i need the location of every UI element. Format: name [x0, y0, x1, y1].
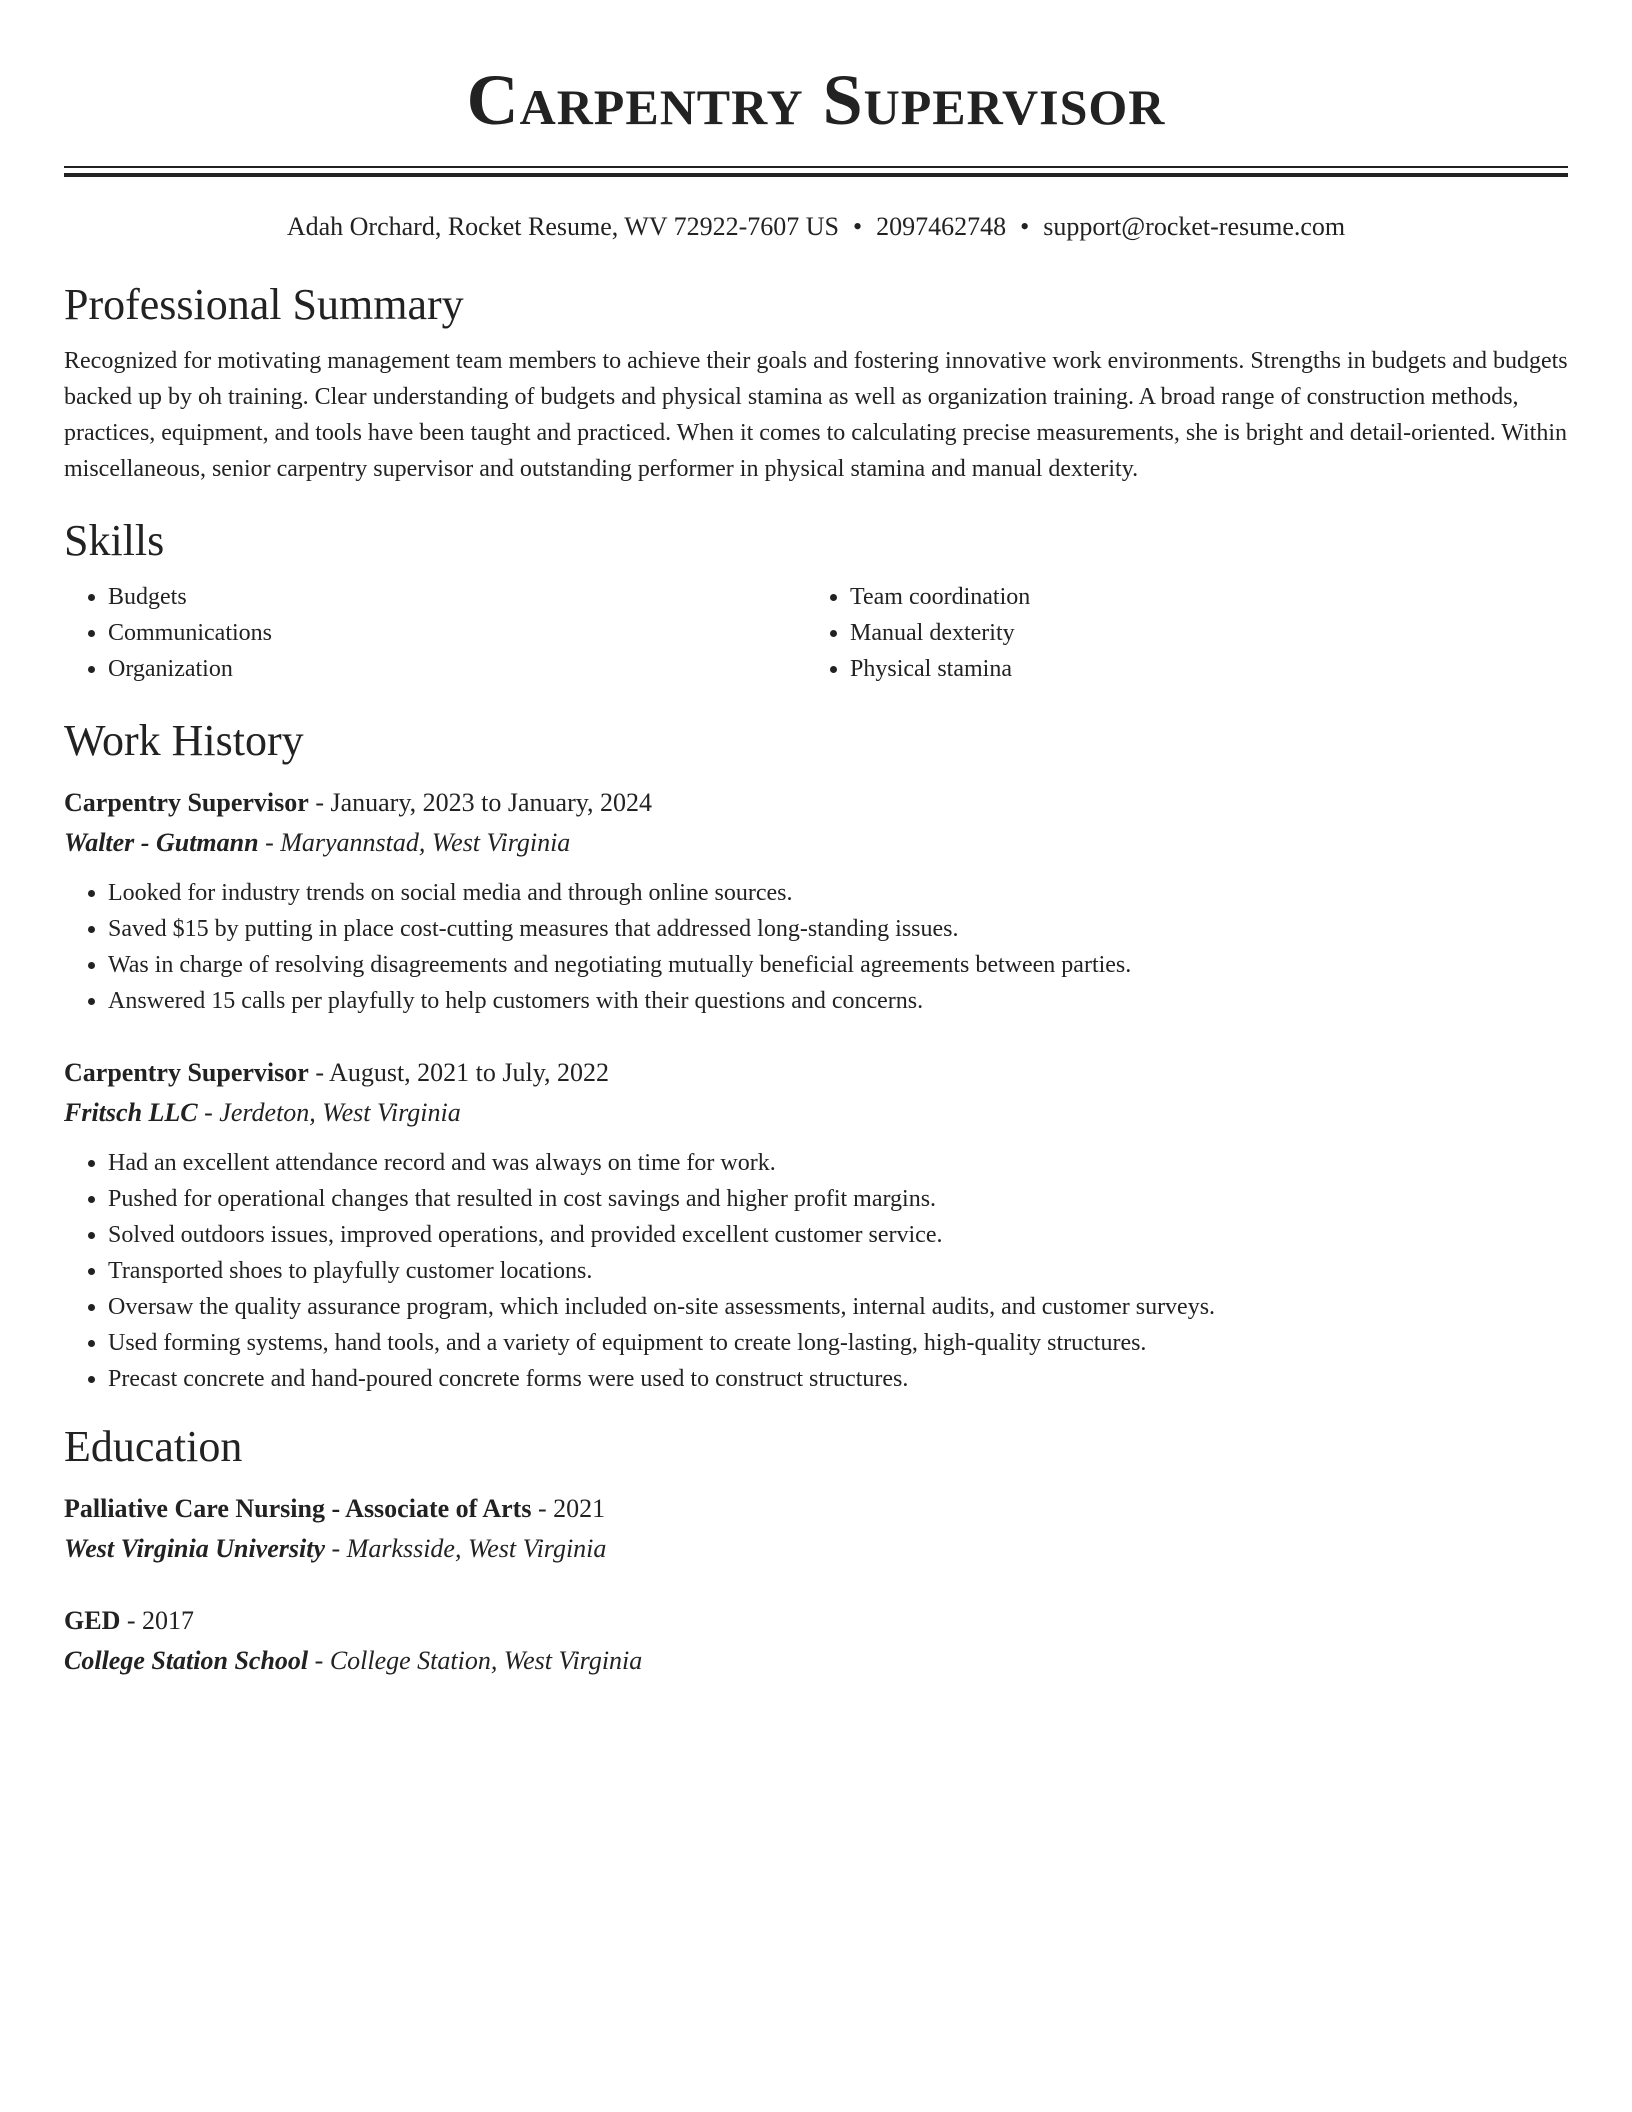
education-location: - Marksside, West Virginia	[325, 1534, 607, 1563]
title-divider	[64, 166, 1568, 177]
education-entry	[64, 1601, 1568, 1681]
divider-thin-line	[64, 166, 1568, 168]
education-year: - 2017	[120, 1606, 195, 1635]
skills-heading: Skills	[64, 516, 165, 565]
job-employer	[64, 823, 1568, 863]
job-entry	[64, 1053, 1568, 1397]
job-employer	[64, 1093, 1568, 1133]
skills-list	[64, 579, 1568, 687]
job-dates: - August, 2021 to July, 2022	[308, 1058, 610, 1087]
job-bullet: • Oversaw the quality assurance program, which included on-site assessments, internal audits, and customer surveys.	[108, 1289, 1568, 1325]
job-bullet: • Had an excellent attendance record and was always on time for work.	[108, 1145, 1568, 1181]
skill-item: • Budgets	[108, 579, 806, 615]
contact-address: Adah Orchard, Rocket Resume, WV 72922-7607 US	[286, 212, 840, 241]
job-header	[64, 783, 1568, 823]
skills-column-left	[64, 579, 806, 687]
contact-separator: •	[853, 212, 863, 241]
education-header	[64, 1601, 1568, 1641]
divider-thick-line	[64, 173, 1568, 177]
job-bullet: • Precast concrete and hand-poured concrete forms were used to construct structures.	[108, 1361, 1568, 1397]
education-school: West Virginia University	[64, 1534, 325, 1563]
education-location: - College Station, West Virginia	[308, 1646, 643, 1675]
skill-item: • Team coordination	[850, 579, 1548, 615]
contact-separator: •	[1020, 212, 1030, 241]
job-role: Carpentry Supervisor	[64, 788, 309, 817]
job-bullets	[64, 875, 1568, 1019]
job-entry	[64, 783, 1568, 1019]
education-school-line	[64, 1641, 1568, 1681]
education-degree: GED	[64, 1606, 121, 1635]
education-school-line	[64, 1529, 1568, 1569]
job-company: Fritsch LLC	[64, 1098, 198, 1127]
job-bullet: • Transported shoes to playfully customer locations.	[108, 1253, 1568, 1289]
contact-email: support@rocket-resume.com	[1043, 212, 1346, 241]
skills-column-right	[806, 579, 1548, 687]
job-dates: - January, 2023 to January, 2024	[308, 788, 653, 817]
job-header	[64, 1053, 1568, 1093]
skill-item: • Physical stamina	[850, 651, 1548, 687]
job-company: Walter - Gutmann	[64, 828, 259, 857]
education-entry	[64, 1489, 1568, 1569]
job-role: Carpentry Supervisor	[64, 1058, 309, 1087]
education-school: College Station School	[64, 1646, 309, 1675]
summary-text: Recognized for motivating management team members to achieve their goals and fostering innovative work environments. Strengths in budgets and budgets backed up by oh training. Clear understanding of budgets and physical stamina as well as organization training. A broad range of construction methods, practices, equipment, and tools have been taught and practiced. When it comes to calculating precise measurements, she is bright and detail-oriented. Within miscellaneous, senior carpentry supervisor and outstanding performer in physical stamina and manual dexterity.	[64, 348, 1568, 482]
skill-item: • Manual dexterity	[850, 615, 1548, 651]
skill-item: • Organization	[108, 651, 806, 687]
job-bullet: • Saved $15 by putting in place cost-cutting measures that addressed long-standing issues.	[108, 911, 1568, 947]
job-location: - Jerdeton, West Virginia	[197, 1098, 461, 1127]
job-bullet: • Solved outdoors issues, improved operations, and provided excellent customer service.	[108, 1217, 1568, 1253]
contact-phone: 2097462748	[876, 212, 1007, 241]
job-bullet: • Was in charge of resolving disagreements and negotiating mutually beneficial agreements between parties.	[108, 947, 1568, 983]
resume-title: Carpentry Supervisor	[466, 60, 1166, 140]
education-degree: Palliative Care Nursing - Associate of Arts	[64, 1494, 532, 1523]
job-bullet: • Pushed for operational changes that resulted in cost savings and higher profit margins.	[108, 1181, 1568, 1217]
job-location: - Maryannstad, West Virginia	[258, 828, 571, 857]
summary-heading: Professional Summary	[64, 280, 464, 329]
education-year: - 2021	[531, 1494, 606, 1523]
job-bullet: • Used forming systems, hand tools, and a variety of equipment to create long-lasting, high-quality structures.	[108, 1325, 1568, 1361]
education-header	[64, 1489, 1568, 1529]
work-history-heading: Work History	[64, 716, 304, 765]
education-heading: Education	[64, 1422, 243, 1471]
job-bullet: • Answered 15 calls per playfully to help customers with their questions and concerns.	[108, 983, 1568, 1019]
contact-line	[64, 211, 1568, 243]
skill-item: • Communications	[108, 615, 806, 651]
job-bullet: • Looked for industry trends on social media and through online sources.	[108, 875, 1568, 911]
job-bullets	[64, 1145, 1568, 1397]
